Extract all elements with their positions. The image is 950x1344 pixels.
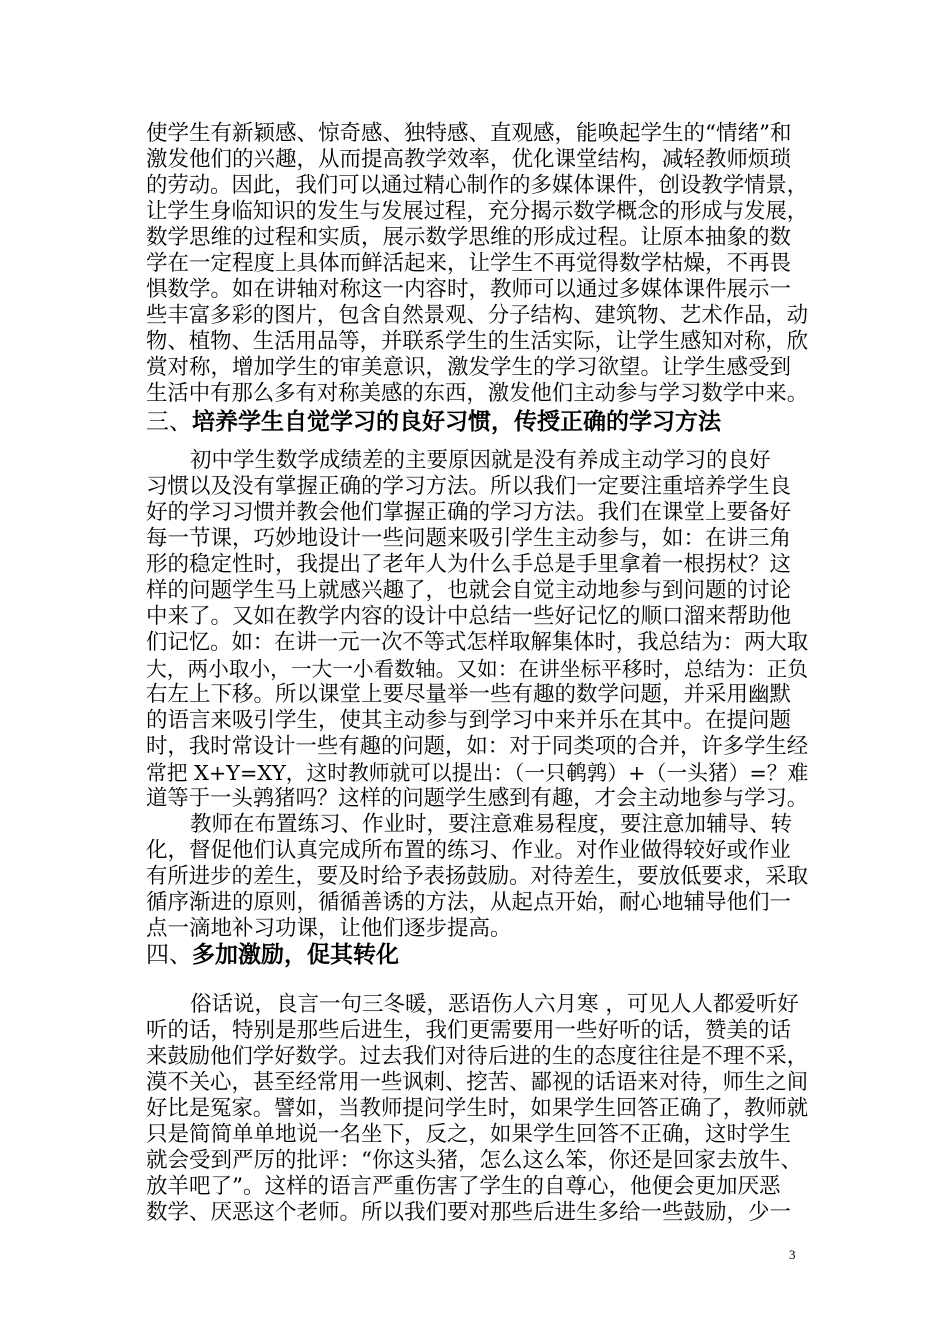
text-line: 让学生身临知识的发生与发展过程，充分揭示数学概念的形成与发展， <box>146 199 809 224</box>
text-line: 的语言来吸引学生，使其主动参与到学习中来并乐在其中。在提问题 <box>146 708 792 733</box>
text-line: 就会受到严厉的批评：“你这头猪，怎么这么笨，你还是回家去放牛、 <box>146 1148 802 1173</box>
text-line: 听的话，特别是那些后进生，我们更需要用一些好听的话，赞美的话 <box>146 1018 792 1043</box>
text-line: 物、植物、生活用品等，并联系学生的生活实际，让学生感知对称，欣 <box>146 329 809 354</box>
heading-title: 培养学生自觉学习的良好习惯，传授正确的学习方法 <box>192 409 721 435</box>
page-number: 3 <box>789 1247 796 1262</box>
text-line: 好的学习习惯并教会他们掌握正确的学习方法。我们在课堂上要备好 <box>146 500 792 525</box>
text-line: 些丰富多彩的图片，包含自然景观、分子结构、建筑物、艺术作品，动 <box>146 303 809 328</box>
text-line: 样的问题学生马上就感兴趣了，也就会自觉主动地参与到问题的讨论 <box>146 578 792 603</box>
section-heading-3 <box>146 408 721 436</box>
text-line: 道等于一头鹑猪吗？这样的问题学生感到有趣，才会主动地参与学习。 <box>146 786 809 811</box>
paragraph-1 <box>146 121 812 407</box>
text-line: 们记忆。如：在讲一元一次不等式怎样取解集体时，我总结为：两大取 <box>146 630 809 655</box>
text-line: 化，督促他们认真完成所布置的练习、作业。对作业做得较好或作业 <box>146 838 792 863</box>
text-line: 使学生有新颖感、惊奇感、独特感、直观感，能唤起学生的“情绪”和 <box>146 121 792 146</box>
text-line: 教师在布置练习、作业时，要注意难易程度，要注意加辅导、转 <box>190 812 793 837</box>
text-line: 形的稳定性时，我提出了老年人为什么手总是手里拿着一根拐杖？这 <box>146 552 792 577</box>
text-line: 俗话说，良言一句三冬暖，恶语伤人六月寒 ，可见人人都爱听好 <box>190 992 799 1017</box>
text-line: 漠不关心，甚至经常用一些讽刺、挖苦、鄙视的话语来对待，师生之间 <box>146 1070 809 1095</box>
text-line: 习惯以及没有掌握正确的学习方法。所以我们一定要注重培养学生良 <box>146 474 792 499</box>
text-line: 点一滴地补习功课，让他们逐步提高。 <box>146 916 512 941</box>
text-line: 只是简简单单地说一名坐下，反之，如果学生回答不正确，这时学生 <box>146 1122 792 1147</box>
text-line: 大，两小取小，一大一小看数轴。又如：在讲坐标平移时，总结为：正负 <box>146 657 809 681</box>
paragraph-4 <box>146 992 812 1226</box>
paragraph-3 <box>146 812 812 942</box>
text-line: 每一节课，巧妙地设计一些问题来吸引学生主动参与，如：在讲三角 <box>146 526 792 551</box>
text-line: 生活中有那么多有对称美感的东西，激发他们主动参与学习数学中来。 <box>146 381 809 406</box>
text-line: 惧数学。如在讲轴对称这一内容时，教师可以通过多媒体课件展示一 <box>146 277 792 302</box>
text-line: 好比是冤家。譬如，当教师提问学生时，如果学生回答正确了，教师就 <box>146 1096 809 1121</box>
section-heading-4 <box>146 941 399 969</box>
text-line: 的劳动。因此，我们可以通过精心制作的多媒体课件，创设教学情景， <box>146 173 809 198</box>
heading-number: 三、 <box>146 409 192 435</box>
paragraph-2 <box>146 448 812 812</box>
text-line: 数学思维的过程和实质，展示数学思维的形成过程。让原本抽象的数 <box>146 225 792 250</box>
heading-title: 多加激励，促其转化 <box>192 942 399 968</box>
text-line: 循序渐进的原则，循循善诱的方法，从起点开始，耐心地辅导他们一 <box>146 890 792 915</box>
text-line: 时，我时常设计一些有趣的问题，如：对于同类项的合并，许多学生经 <box>146 734 809 759</box>
text-line: 数学、厌恶这个老师。所以我们要对那些后进生多给一些鼓励，少一 <box>146 1200 792 1225</box>
text-line: 学在一定程度上具体而鲜活起来，让学生不再觉得数学枯燥，不再畏 <box>146 251 792 276</box>
text-line: 右左上下移。所以课堂上要尽量举一些有趣的数学问题，并采用幽默 <box>146 682 792 707</box>
text-line: 常把 X+Y=XY，这时教师就可以提出：（一只鹌鹑）+（一头猪）=？难 <box>146 761 809 785</box>
heading-number: 四、 <box>146 942 192 968</box>
text-line: 放羊吧了”。这样的语言严重伤害了学生的自尊心，他便会更加厌恶 <box>146 1174 781 1199</box>
text-line: 初中学生数学成绩差的主要原因就是没有养成主动学习的良好 <box>190 448 771 473</box>
text-line: 中来了。又如在教学内容的设计中总结一些好记忆的顺口溜来帮助他 <box>146 604 792 629</box>
text-line: 有所进步的差生，要及时给予表扬鼓励。对待差生，要放低要求，采取 <box>146 864 809 889</box>
text-line: 激发他们的兴趣，从而提高教学效率，优化课堂结构，减轻教师烦琐 <box>146 147 792 172</box>
text-line: 来鼓励他们学好数学。过去我们对待后进的生的态度往往是不理不采， <box>146 1044 809 1069</box>
text-line: 赏对称，增加学生的审美意识，激发学生的学习欲望。让学生感受到 <box>146 355 792 380</box>
